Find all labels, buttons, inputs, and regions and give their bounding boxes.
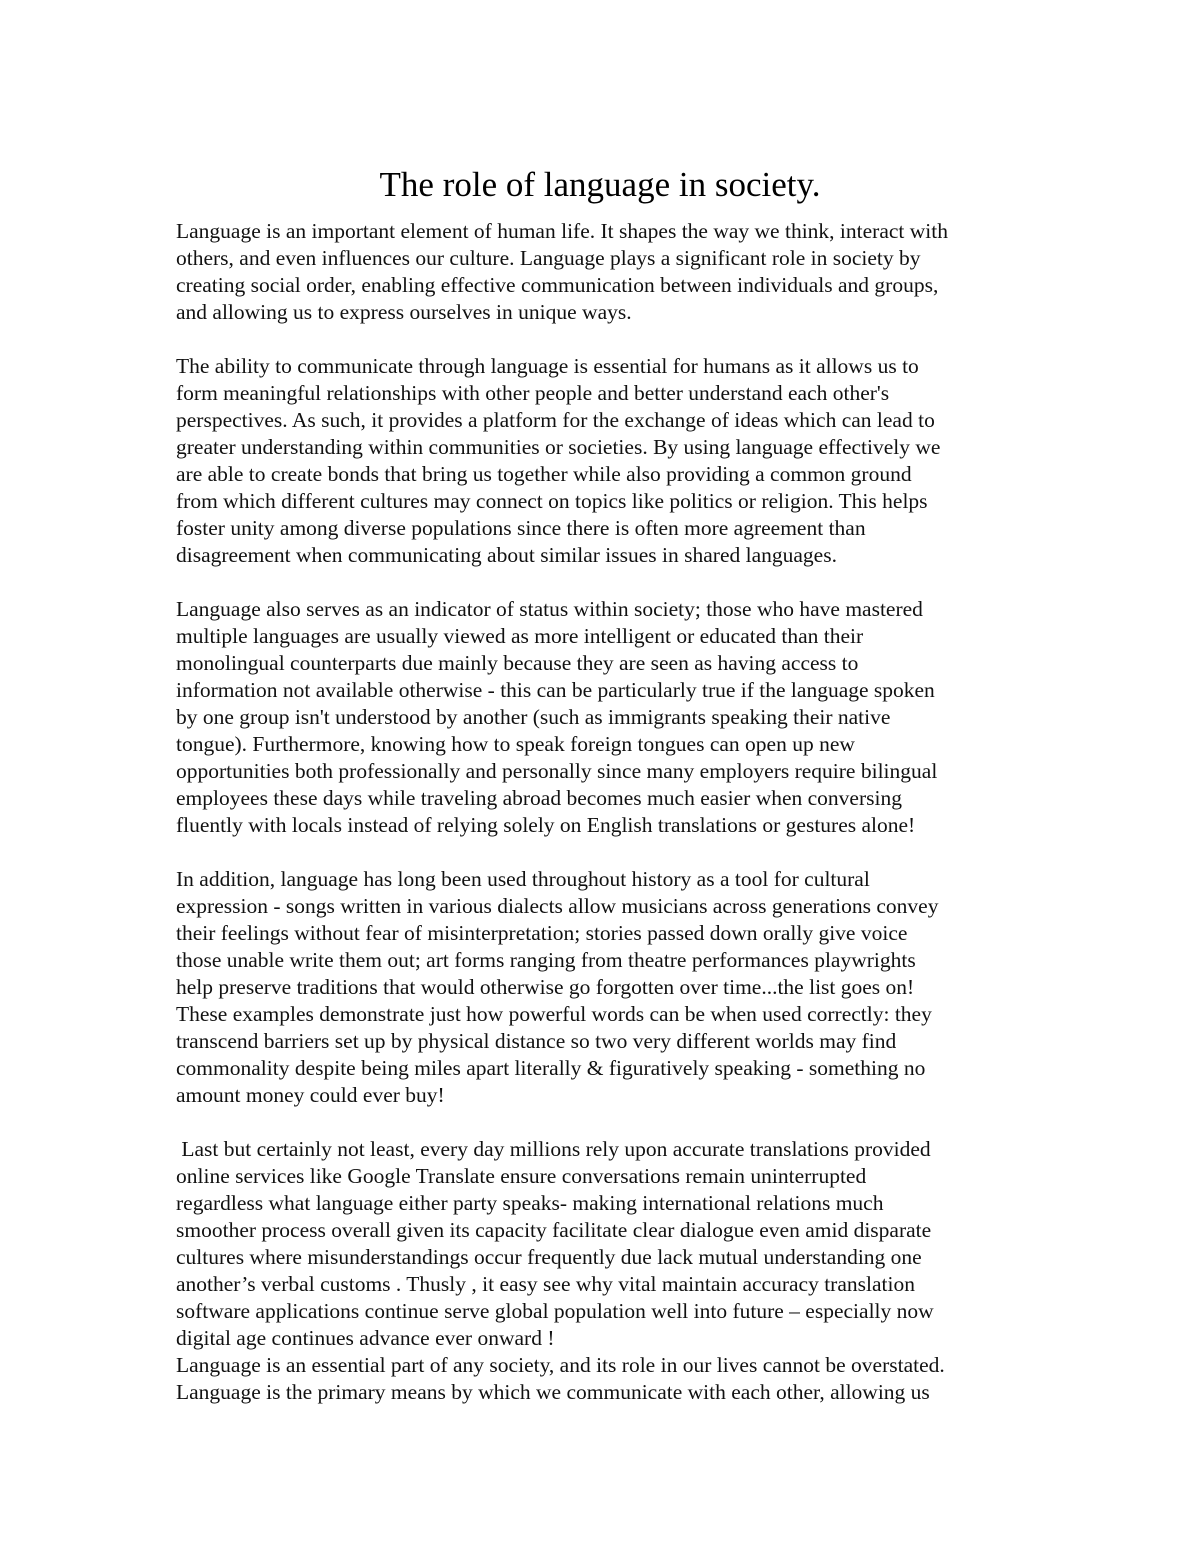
paragraph-1 — [176, 218, 1036, 326]
text-line: Language is the primary means by which we communicate with each other, allowing us — [176, 1380, 930, 1404]
text-line: by one group isn't understood by another (such as immigrants speaking their native — [176, 705, 891, 729]
text-line: others, and even influences our culture. Language plays a significant role in society by — [176, 246, 921, 270]
text-line: from which different cultures may connect on topics like politics or religion. This helps — [176, 489, 928, 513]
text-line: commonality despite being miles apart literally & figuratively speaking - something no — [176, 1056, 926, 1080]
document-title: The role of language in society. — [379, 165, 821, 204]
text-line: foster unity among diverse populations since there is often more agreement than — [176, 516, 866, 540]
text-line: tongue). Furthermore, knowing how to speak foreign tongues can open up new — [176, 732, 855, 756]
text-line: monolingual counterparts due mainly because they are seen as having access to — [176, 651, 859, 675]
text-line: Language is an essential part of any society, and its role in our lives cannot be overstated. — [176, 1353, 945, 1377]
text-line: greater understanding within communities or societies. By using language effectively we — [176, 435, 941, 459]
document-body — [176, 218, 1036, 1406]
text-line: smoother process overall given its capacity facilitate clear dialogue even amid disparate — [176, 1218, 932, 1242]
paragraph-3 — [176, 596, 1036, 839]
paragraph-5 — [176, 1136, 1036, 1406]
text-line: opportunities both professionally and personally since many employers require bilingual — [176, 759, 938, 783]
text-line: creating social order, enabling effective communication between individuals and groups, — [176, 273, 939, 297]
text-line: In addition, language has long been used throughout history as a tool for cultural — [176, 867, 870, 891]
text-line: their feelings without fear of misinterpretation; stories passed down orally give voice — [176, 921, 908, 945]
text-line: amount money could ever buy! — [176, 1083, 445, 1107]
text-line: help preserve traditions that would otherwise go forgotten over time...the list goes on! — [176, 975, 915, 999]
text-line: information not available otherwise - this can be particularly true if the language spoken — [176, 678, 935, 702]
text-line: employees these days while traveling abroad becomes much easier when conversing — [176, 786, 902, 810]
text-line: form meaningful relationships with other people and better understand each other's — [176, 381, 890, 405]
text-line: multiple languages are usually viewed as more intelligent or educated than their — [176, 624, 864, 648]
paragraph-spacer — [176, 569, 1036, 596]
paragraph-spacer — [176, 839, 1036, 866]
paragraph-spacer — [176, 326, 1036, 353]
text-line: those unable write them out; art forms ranging from theatre performances playwrights — [176, 948, 916, 972]
text-line: The ability to communicate through language is essential for humans as it allows us to — [176, 354, 919, 378]
text-line: fluently with locals instead of relying solely on English translations or gestures alone! — [176, 813, 916, 837]
text-line: Language also serves as an indicator of status within society; those who have mastered — [176, 597, 923, 621]
text-line: and allowing us to express ourselves in unique ways. — [176, 300, 632, 324]
text-line: cultures where misunderstandings occur frequently due lack mutual understanding one — [176, 1245, 922, 1269]
text-line: regardless what language either party speaks- making international relations much — [176, 1191, 884, 1215]
text-line: These examples demonstrate just how powerful words can be when used correctly: they — [176, 1002, 932, 1026]
text-line: another’s verbal customs . Thusly , it easy see why vital maintain accuracy translation — [176, 1272, 915, 1296]
text-line: transcend barriers set up by physical distance so two very different worlds may find — [176, 1029, 897, 1053]
text-line: are able to create bonds that bring us together while also providing a common ground — [176, 462, 912, 486]
text-line: Language is an important element of human life. It shapes the way we think, interact with — [176, 219, 948, 243]
paragraph-spacer — [176, 1109, 1036, 1136]
paragraph-2 — [176, 353, 1036, 569]
text-line: digital age continues advance ever onward ! — [176, 1326, 555, 1350]
text-line: perspectives. As such, it provides a platform for the exchange of ideas which can lead to — [176, 408, 935, 432]
text-line: software applications continue serve global population well into future – especially now — [176, 1299, 934, 1323]
text-line: online services like Google Translate ensure conversations remain uninterrupted — [176, 1164, 867, 1188]
text-line: Last but certainly not least, every day millions rely upon accurate translations provided — [176, 1137, 931, 1161]
paragraph-4 — [176, 866, 1036, 1109]
text-line: expression - songs written in various dialects allow musicians across generations convey — [176, 894, 939, 918]
text-line: disagreement when communicating about similar issues in shared languages. — [176, 543, 837, 567]
